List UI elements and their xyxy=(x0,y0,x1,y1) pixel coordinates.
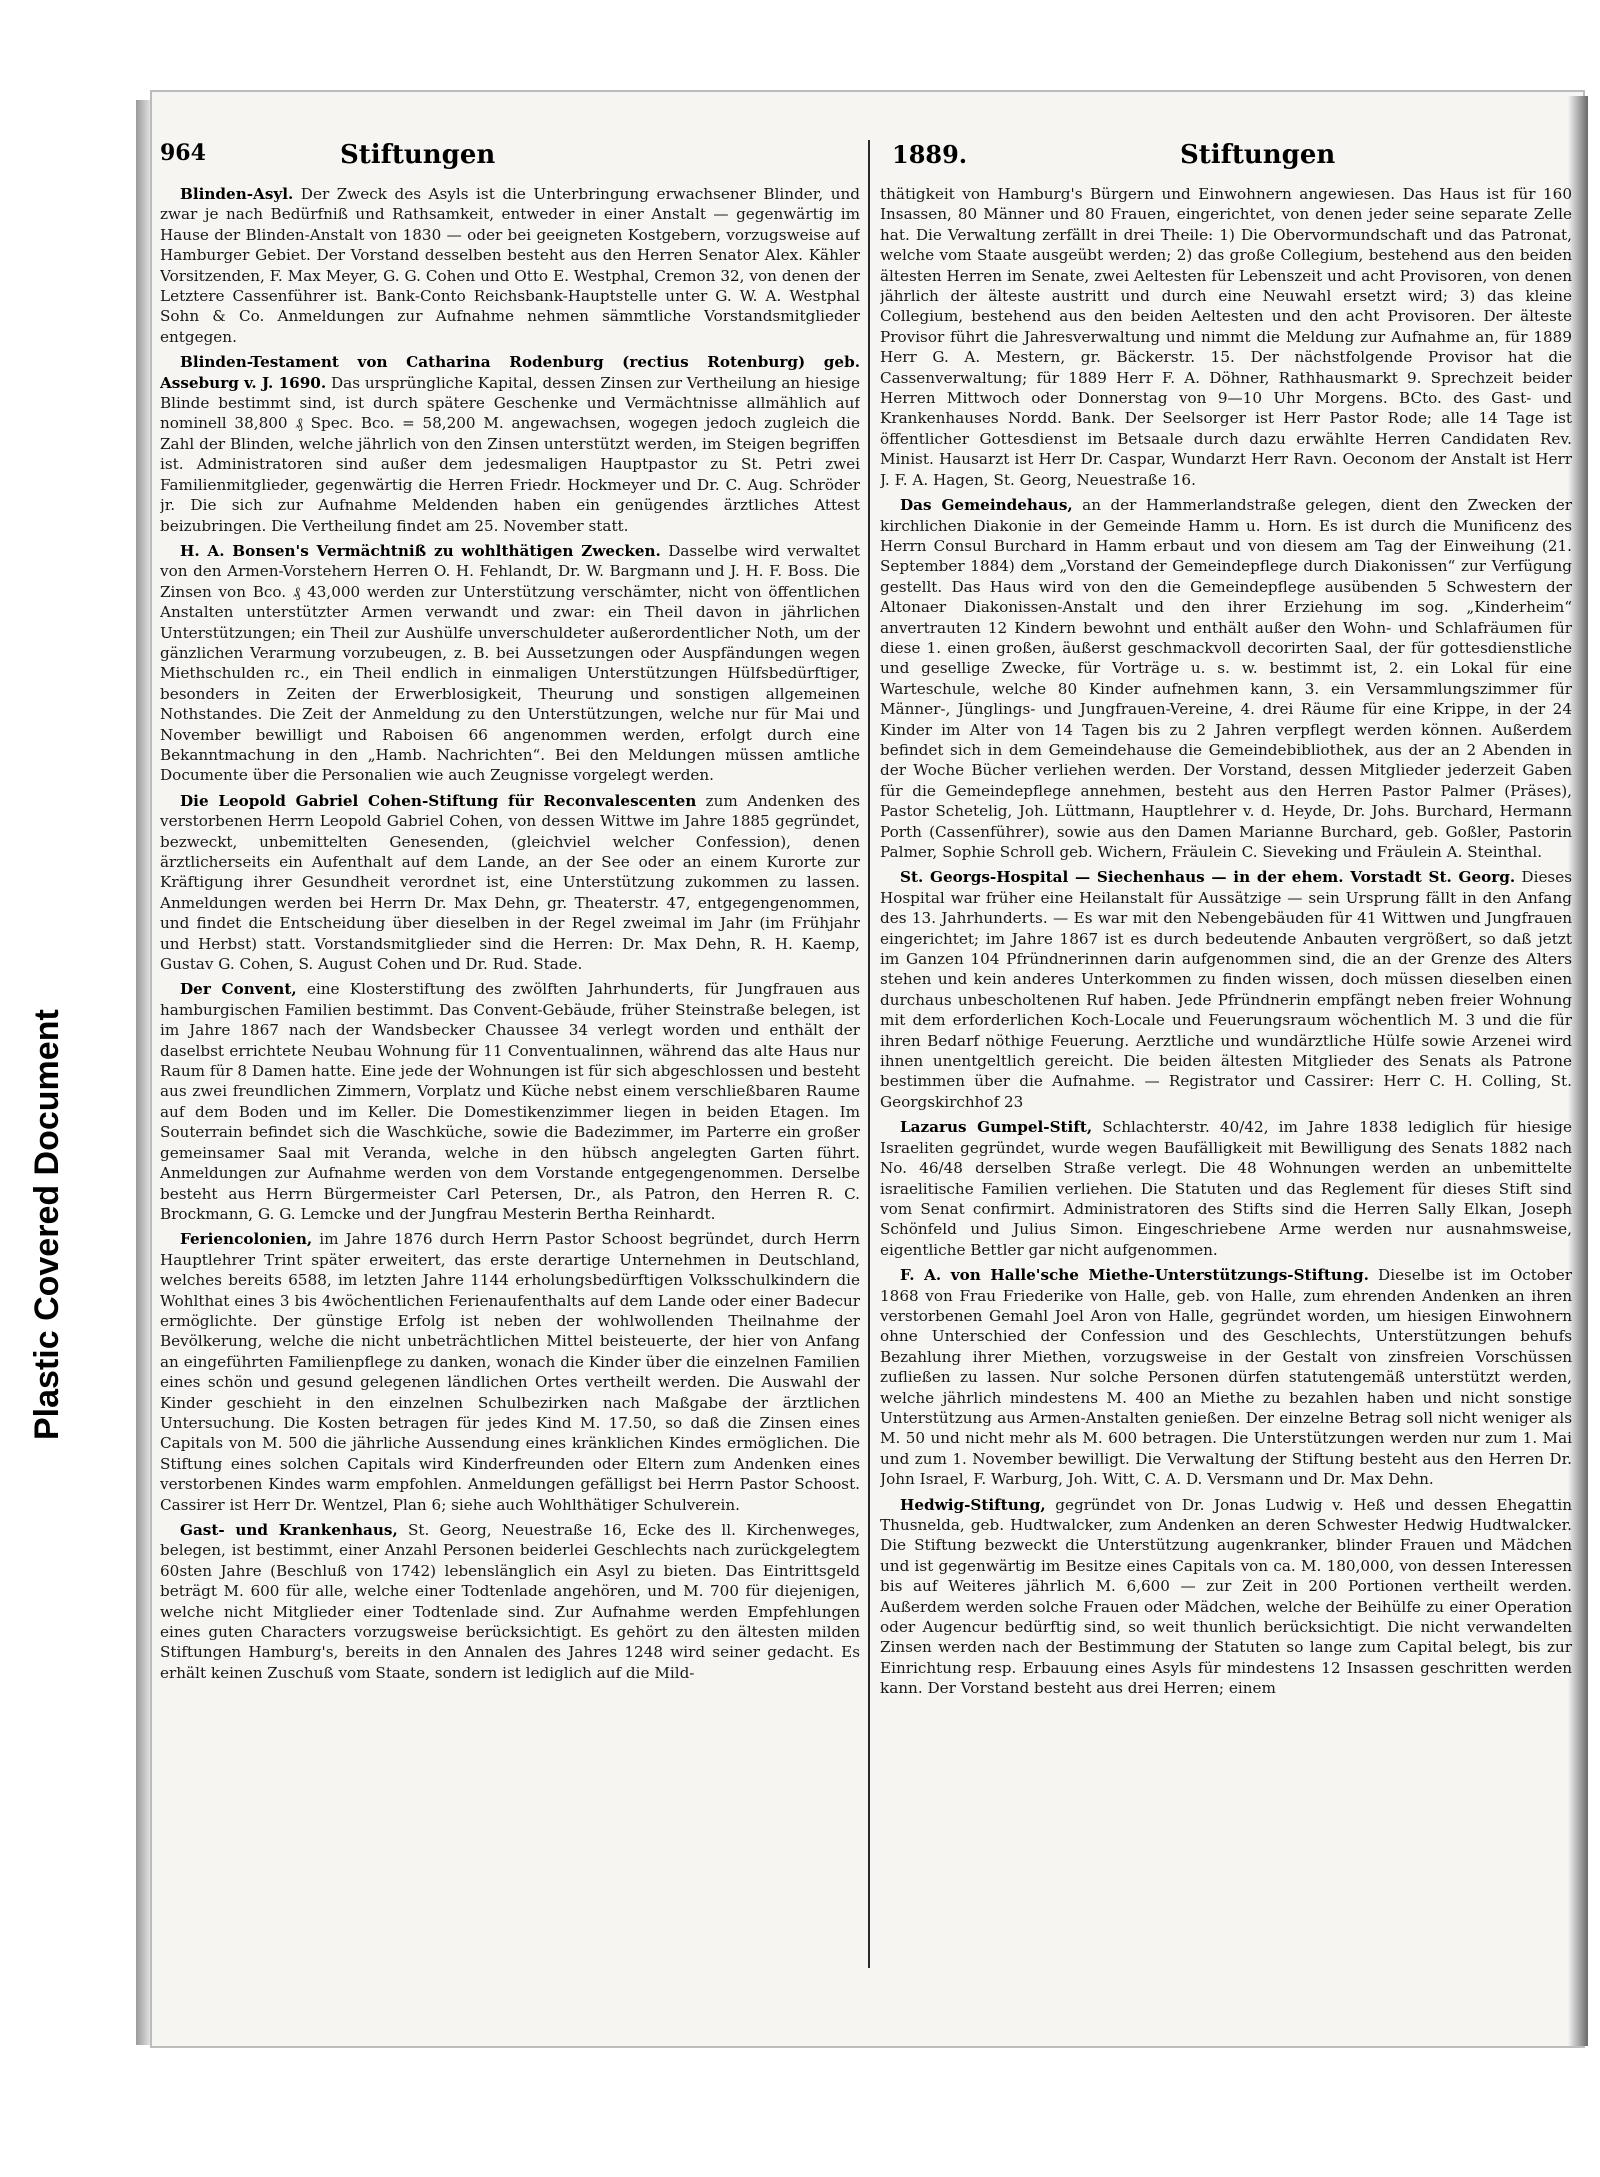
entry-body: im Jahre 1876 durch Herrn Pastor Schoost begründet, durch Herrn Hauptlehrer Trint später erweitert, das erste derartige Unternehmen in Deutschland, welches bereits 6588, im letzten Jahre 1144 erholungsbedürftigen Volksschulkindern die Wohlthat eines 3 bis 4wöchentlichen Ferienaufenthalts auf dem Lande oder einer Badecur ermöglichte. Der günstige Erfolg ist neben der wohlwollenden Theilnahme der Bevölkerung, welche die nicht unbeträchtlichen Mittel beisteuerte, der hier von Anfang an eingeführten Familienpflege zu danken, wonach die Kinder über die einzelnen Familien eines schön und gesund gelegenen ländlichen Ortes vertheilt werden. Die Auswahl der Kinder geschieht in den einzelnen Schulbezirken nach Maßgabe der ärztlichen Untersuchung. Die Kosten betragen für jedes Kind M. 17.50, so daß die Zinsen eines Capitals von M. 500 die jährliche Aussendung eines kränklichen Kindes ermöglichen. Die Stiftung eines solchen Capitals wird Kinderfreunden oder Eltern zum Andenken eines verstorbenen Kindes warm empfohlen. Anmeldungen gefälligst bei Herrn Pastor Schoost. Cassirer ist Herr Dr. Wentzel, Plan 6; siehe auch Wohlthätiger Schulverein. xyxy=(160,1230,860,1514)
entry-cohen-stiftung xyxy=(160,791,860,975)
entry-title: Lazarus Gumpel-Stift, xyxy=(900,1118,1093,1137)
entry-feriencolonien xyxy=(160,1229,860,1515)
entry-gast-krankenhaus xyxy=(160,1520,860,1683)
entry-body: Schlachterstr. 40/42, im Jahre 1838 lediglich für hiesige Israeliten gegründet, wurde wegen Baufälligkeit mit Bewilligung des Senats 1882 nach No. 46/48 derselben Straße verlegt. Die 48 Wohnungen werden an unbemittelte israelitische Familien verliehen. Die Statuten und das Reglement für dieses Stift sind vom Senat confirmirt. Administratoren des Stifts sind die Herren Sally Elkan, Joseph Schönfeld und Julius Simon. Eingeschriebene Arme werden nur ausnahmsweise, eigentliche Bettler gar nicht aufgenommen. xyxy=(880,1118,1572,1259)
running-head xyxy=(160,140,1550,182)
page-edge-left xyxy=(136,100,150,2045)
entry-st-georgs-hospital xyxy=(880,867,1572,1112)
entry-body: thätigkeit von Hamburg's Bürgern und Einwohnern angewiesen. Das Haus ist für 160 Insassen, 80 Männer und 80 Frauen, eingerichtet, von denen jeder seine separate Zelle hat. Die Verwaltung zerfällt in drei Theile: 1) Die Obervormundschaft und das Patronat, welche vom Staate ausgeübt werden; 2) das große Collegium, bestehend aus den beiden ältesten Herren im Senate, zwei Aeltesten für Lebenszeit und acht Provisoren, von denen jährlich der älteste austritt und durch eine Neuwahl ersetzt wird; 3) das kleine Collegium, bestehend aus den beiden Aeltesten und den acht Provisoren. Der älteste Provisor führt die Jahresverwaltung und nimmt die Meldung zur Aufnahme an, für 1889 Herr G. A. Mestern, gr. Bäckerstr. 15. Der nächstfolgende Provisor hat die Cassenverwaltung; für 1889 Herr F. A. Döhner, Rathhausmarkt 9. Sprechzeit beider Herren Mittwoch oder Donnerstag von 9—10 Uhr Morgens. BCto. des Gast- und Krankenhauses Nordd. Bank. Der Seelsorger ist Herr Pastor Rode; alle 14 Tage ist öffentlicher Gottesdienst im Betsaale durch dazu erwählte Herren Candidaten Rev. Minist. Hausarzt ist Herr Dr. Caspar, Wundarzt Herr Ravn. Oeconom der Anstalt ist Herr J. F. A. Hagen, St. Georg, Neuestraße 16. xyxy=(880,185,1572,489)
left-column xyxy=(160,184,860,1984)
side-label xyxy=(28,1009,67,1440)
entry-body: Dieselbe ist im October 1868 von Frau Friederike von Halle, geb. von Halle, zum ehrenden Andenken an ihren verstorbenen Gemahl Joel Aron von Halle, gegründet worden, um hiesigen Einwohnern ohne Unterschied der Confession und des Geschlechts, Unterstützungen behufs Bezahlung ihrer Miethen, vorzugsweise in der Gestalt von zinsfreien Vorschüssen zufließen zu lassen. Nur solche Personen dürfen statutengemäß unterstützt werden, welche jährlich mindestens M. 400 an Miethe zu bezahlen haben und nicht sonstige Unterstützung aus Armen-Anstalten genießen. Der einzelne Betrag soll nicht weniger als M. 50 und nicht mehr als M. 600 betragen. Die Unterstützungen werden nur zum 1. Mai und zum 1. November bewilligt. Die Verwaltung der Stiftung besteht aus den Herren Dr. John Israel, F. Warburg, Joh. Witt, C. A. D. Versmann und Dr. Max Dehn. xyxy=(880,1266,1572,1489)
entry-title: St. Georgs-Hospital — Siechenhaus — in der ehem. Vorstadt St. Georg. xyxy=(900,868,1516,887)
page-number: 964 xyxy=(160,140,206,166)
entry-blinden-asyl xyxy=(160,184,860,347)
column-divider xyxy=(868,140,870,1968)
entry-title: Feriencolonien, xyxy=(180,1230,313,1249)
entry-title: H. A. Bonsen's Vermächtniß zu wohlthätigen Zwecken. xyxy=(180,541,661,560)
entry-title: Die Leopold Gabriel Cohen-Stiftung für Reconvalescenten xyxy=(180,791,697,810)
entry-title: Hedwig-Stiftung, xyxy=(900,1495,1046,1514)
entry-title: Das Gemeindehaus, xyxy=(900,496,1073,515)
entry-body: Das ursprüngliche Kapital, dessen Zinsen zur Vertheilung an hiesige Blinde bestimmt sind, ist durch spätere Geschenke und Vermächtnisse allmählich auf nominell 38,800 ₰ Spec. Bco. = 58,200 M. angewachsen, wogegen jedoch zugleich die Zahl der Blinden, welche jährlich von den Zinsen unterstützt werden, im Steigen begriffen ist. Administratoren sind außer dem jedesmaligen Hauptpastor zu St. Petri zwei Familienmitglieder, gegenwärtig die Herren Friedr. Hockmeyer und Dr. C. Aug. Schröder jr. Die sich zur Aufnahme Meldenden haben ein genügendes ärztliches Attest beizubringen. Die Vertheilung findet am 25. November statt. xyxy=(160,373,860,535)
entry-body: Dasselbe wird verwaltet von den Armen-Vorstehern Herren O. H. Fehlandt, Dr. W. Bargmann und J. H. F. Boss. Die Zinsen von Bco. ₰ 43,000 werden zur Unterstützung verschämter, nicht von öffentlichen Anstalten unterstützter Armen verwandt und zwar: ein Theil davon in jährlichen Unterstützungen; ein Theil zur Aushülfe unverschuldeter außerordentlicher Noth, um der gänzlichen Verarmung vorzubeugen, z. B. bei Aussetzungen oder Auspfändungen wegen Miethschulden rc., ein Theil endlich in einmaligen Unterstützungen Hülfsbedürftiger, besonders in Zeiten der Erwerblosigkeit, Theurung und sonstigen allgemeinen Nothstandes. Die Zeit der Anmeldung zu den Unterstützungen, welche nur für Mai und November bewilligt und Raboisen 66 angenommen werden, erfolgt durch eine Bekanntmachung in den „Hamb. Nachrichten“. Bei den Meldungen müssen amtliche Documente über die Personalien wie auch Zeugnisse vorgelegt werden. xyxy=(160,541,860,785)
running-head-year: 1889. xyxy=(892,140,968,169)
entry-body: gegründet von Dr. Jonas Ludwig v. Heß und dessen Ehegattin Thusnelda, geb. Hudtwalcker, zum Andenken an deren Schwester Hedwig Hudtwalcker. Die Stiftung bezweckt die Unterstützung augenkranker, blinder Frauen und Mädchen und ist gegenwärtig im Besitze eines Capitals von ca. M. 180,000, von dessen Interessen bis auf Weiteres jährlich M. 6,600 — zur Zeit in 200 Portionen vertheilt werden. Außerdem werden solche Frauen oder Mädchen, welche der Beihülfe zu einer Operation oder Augencur bedürftig sind, so weit thunlich berücksichtigt. Die nicht verwandelten Zinsen werden nach der Bestimmung der Statuten so lange zum Capital belegt, bis zur Einrichtung resp. Erbauung eines Asyls für mindestens 12 Insassen geschritten werden kann. Der Vorstand besteht aus drei Herren; einem xyxy=(880,1495,1572,1698)
entry-body: eine Klosterstiftung des zwölften Jahrhunderts, für Jungfrauen aus hamburgischen Familien bestimmt. Das Convent-Gebäude, früher Steinstraße belegen, ist im Jahre 1867 nach der Wandsbecker Chaussee 34 verlegt worden und enthält der daselbst errichtete Neubau Wohnung für 11 Conventualinnen, während das alte Haus nur Raum für 8 Damen hatte. Eine jede der Wohnungen ist für sich abgeschlossen und besteht aus zwei freundlichen Zimmern, Vorplatz und Küche nebst einem verschließbaren Raume auf dem Boden und im Keller. Die Domestikenzimmer liegen in beiden Etagen. Im Souterrain befindet sich die Waschküche, sowie die Badezimmer, im Parterre ein großer gemeinsamer Saal mit Veranda, welche in den hübsch angelegten Garten führt. Anmeldungen zur Aufnahme werden von dem Vorstande entgegengenommen. Derselbe besteht aus Herrn Bürgermeister Carl Petersen, Dr., als Patron, den Herren R. C. Brockmann, G. G. Lemcke und der Jungfrau Mesterin Bertha Reinhardt. xyxy=(160,980,860,1223)
entry-rodenburg-testament xyxy=(160,352,860,536)
entry-title: Blinden-Asyl. xyxy=(180,185,294,203)
entry-hedwig-stiftung xyxy=(880,1495,1572,1699)
entry-title: Der Convent, xyxy=(180,980,297,999)
side-label-text: Plastic Covered Document xyxy=(28,1009,66,1440)
running-head-left: Stiftungen xyxy=(340,140,496,170)
entry-gast-krankenhaus-continued xyxy=(880,184,1572,490)
entry-body: an der Hammerlandstraße gelegen, dient den Zwecken der kirchlichen Diakonie in der Gemeinde Hamm u. Horn. Es ist durch die Munificenz des Herrn Consul Burchard in Hamm erbaut und von diesem am Tag der Einweihung (21. September 1884) dem „Vorstand der Gemeindepflege durch Diakonissen“ zur Verfügung gestellt. Das Haus wird von den die Gemeindepflege ausübenden 5 Schwestern der Altonaer Diakonissen-Anstalt und den ihrer Erziehung im sog. „Kinderheim“ anvertrauten 12 Kindern bewohnt und enthält außer den Wohn- und Schlafräumen für diese 1. einen großen, äußerst geschmackvoll decorirten Saal, der für gottesdienstliche und gesellige Zwecke, für Vorträge u. s. w. bestimmt ist, 2. ein Lokal für eine Warteschule, welche 80 Kinder aufnehmen kann, 3. ein Versammlungszimmer für Männer-, Jünglings- und Jungfrauen-Vereine, 4. drei Räume für eine Krippe, in der 24 Kinder im Alter von 14 Tagen bis zu 2 Jahren verpflegt werden können. Außerdem befindet sich in dem Gemeindehause die Gemeindebibliothek, aus der an 2 Abenden in der Woche Bücher verliehen werden. Der Vorstand, dessen Mitglieder jederzeit Gaben für die Gemeindepflege annehmen, besteht aus den Herren Pastor Palmer (Präses), Pastor Schetelig, Joh. Lüttmann, Hauptlehrer v. d. Heyde, Dr. Johs. Burchard, Hermann Porth (Cassenführer), sowie aus den Damen Marianne Burchard, geb. Goßler, Pastorin Palmer, Sophie Schroll geb. Wichern, Fräulein C. Sieveking und Fräulein A. Steinthal. xyxy=(880,496,1572,861)
entry-title: F. A. von Halle'sche Miethe-Unterstützungs-Stiftung. xyxy=(900,1266,1369,1285)
entry-title: Gast- und Krankenhaus, xyxy=(180,1521,398,1539)
entry-gemeindehaus xyxy=(880,495,1572,862)
right-column xyxy=(880,184,1572,1984)
entry-von-halle-stiftung xyxy=(880,1265,1572,1489)
entry-body: Dieses Hospital war früher eine Heilanstalt für Aussätzige — sein Ursprung fällt in den Anfang des 13. Jahrhunderts. — Es war mit den Nebengebäuden für 41 Wittwen und Jungfrauen eingerichtet; im Jahre 1867 ist es durch bedeutende Anbauten vergrößert, so daß jetzt im Ganzen 104 Pfründnerinnen darin aufgenommen sind, die an der Grenze des Alters stehen und kein anderes Unterkommen zu finden wissen, doch müssen dieselben einen durchaus unbescholtenen Ruf haben. Jede Pfründnerin empfängt neben freier Wohnung mit dem erforderlichen Koch-Locale und Feuerungsraum wöchentlich M. 3 und die für ihren Bedarf nöthige Feuerung. Aerztliche und wundärztliche Hülfe sowie Arzenei wird ihnen unentgeltlich gereicht. Die beiden ältesten Mitglieder des Senats als Patrone bestimmen über die Aufnahme. — Registrator und Cassirer: Herr C. H. Colling, St. Georgskirchhof 23 xyxy=(880,868,1572,1111)
entry-body: St. Georg, Neuestraße 16, Ecke des ll. Kirchenweges, belegen, ist bestimmt, einer Anzahl Personen beiderlei Geschlechts nach zurückgelegtem 60sten Jahre (Beschluß von 1742) lebenslänglich ein Asyl zu bieten. Das Eintrittsgeld beträgt M. 600 für alle, welche einer Todtenlade angehören, und M. 700 für diejenigen, welche nicht Mitglieder einer Todtenlade sind. Zur Aufnahme werden Empfehlungen eines guten Characters vorzugsweise berücksichtigt. Es gehört zu den ältesten milden Stiftungen Hamburg's, bereits in den Annalen des Jahres 1248 wird seiner gedacht. Es erhält keinen Zuschuß vom Staate, sondern ist lediglich auf die Mild- xyxy=(160,1521,860,1682)
entry-body: zum Andenken des verstorbenen Herrn Leopold Gabriel Cohen, von dessen Wittwe im Jahre 1885 gegründet, bezweckt, unbemittelten Genesenden, (gleichviel welcher Confession), denen ärztlicherseits ein Aufenthalt auf dem Lande, an der See oder an einem Kurorte zur Kräftigung ihrer Gesundheit verordnet ist, eine Unterstützung zukommen zu lassen. Anmeldungen werden bei Herrn Dr. Max Dehn, gr. Theaterstr. 47, entgegengenommen, und findet die Entscheidung über dieselben in der Regel zweimal im Jahr (im Frühjahr und Herbst) statt. Vorstandsmitglieder sind die Herren: Dr. Max Dehn, R. H. Kaemp, Gustav G. Cohen, S. August Cohen und Dr. Rud. Stade. xyxy=(160,791,860,974)
running-head-right: Stiftungen xyxy=(1180,140,1336,170)
entry-body: Der Zweck des Asyls ist die Unterbringung erwachsener Blinder, und zwar je nach Bedürfniß und Rathsamkeit, entweder in einer Anstalt — gegenwärtig im Hause der Blinden-Anstalt von 1830 — oder bei geeigneten Kostgebern, vorzugsweise auf Hamburger Gebiet. Der Vorstand desselben besteht aus den Herren Senator Alex. Kähler Vorsitzenden, F. Max Meyer, G. G. Cohen und Otto E. Westphal, Cremon 32, von denen der Letztere Cassenführer ist. Bank-Conto Reichsbank-Hauptstelle unter G. W. A. Westphal Sohn & Co. Anmeldungen zur Aufnahme nehmen sämmtliche Vorstandsmitglieder entgegen. xyxy=(160,185,860,346)
entry-bonsen-vermaechtniss xyxy=(160,541,860,786)
entry-title: Blinden-Testament von Catharina Rodenburg (rectius Rotenburg) geb. Asseburg v. J. 1690. xyxy=(160,353,860,392)
entry-convent xyxy=(160,979,860,1224)
entry-lazarus-gumpel-stift xyxy=(880,1117,1572,1260)
